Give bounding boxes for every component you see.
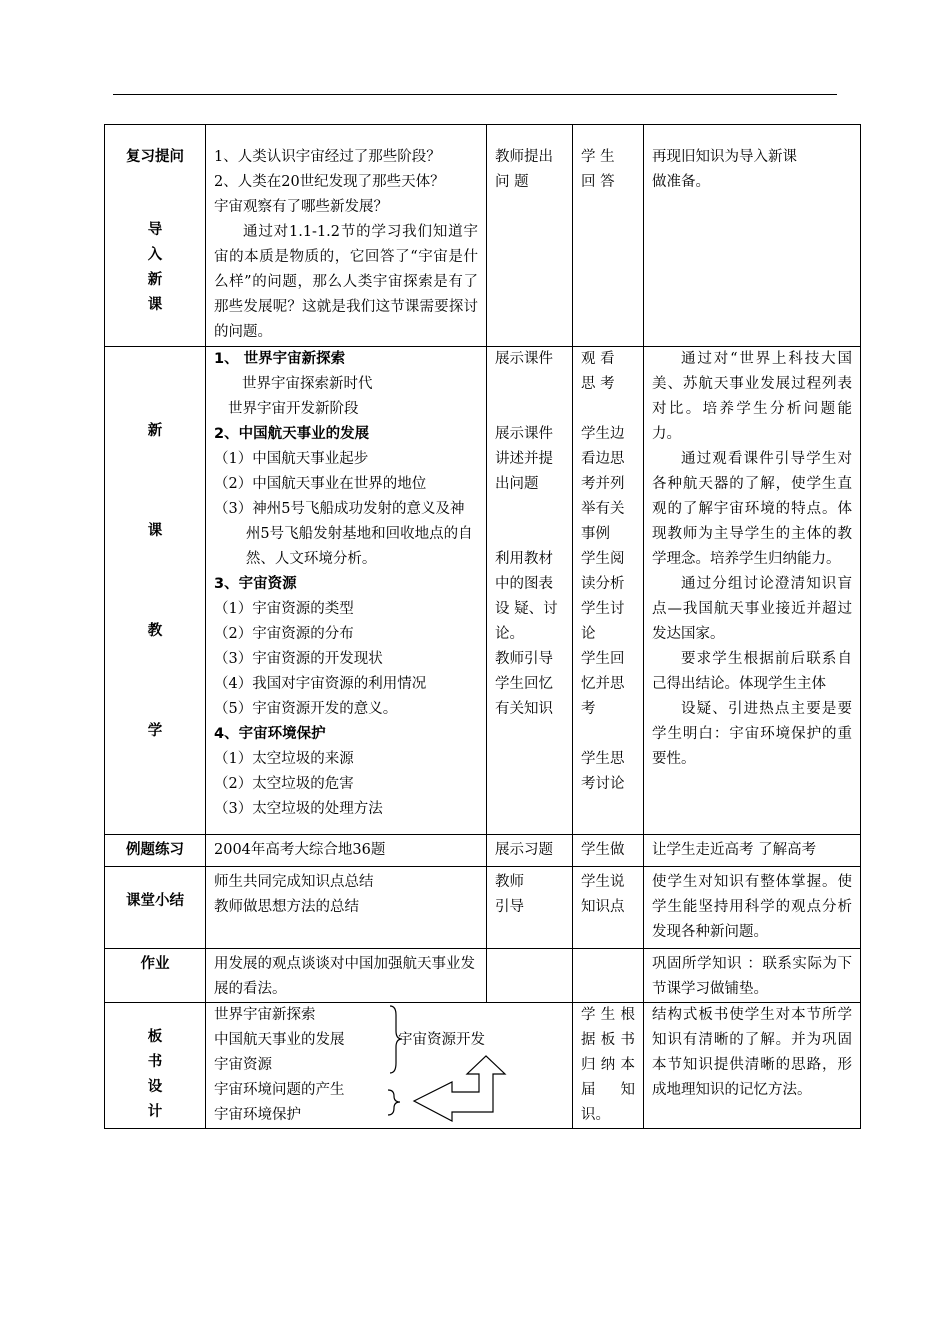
content-cell [206, 867, 487, 949]
content-item: （3）神州5号飞船成功发射的意义及神州5号飞船发射基地和回收地点的自然、人文环境分析。 [214, 501, 473, 567]
student-activity: 观 看 [581, 351, 615, 367]
row-exercise [105, 835, 861, 867]
stage-label: 作业 [105, 949, 206, 1003]
stage-char: 教 [147, 623, 163, 639]
teacher-activity: 问 题 [495, 174, 529, 190]
teacher-activity: 利用教材中的图表设 疑、讨 论。 [495, 551, 558, 642]
content-item: （2）太空垃圾的危害 [214, 776, 354, 792]
content-item: （2）中国航天事业在世界的地位 [214, 476, 427, 492]
stage-char: 新 [147, 423, 163, 439]
content-item: （4）我国对宇宙资源的利用情况 [214, 676, 427, 692]
intent-text: 通过分组讨论澄清知识盲点—我国航天事业接近并超过发达国家。 [652, 576, 852, 642]
board-line: 宇宙环境保护 [214, 1107, 301, 1123]
intent-text: 通过对“世界上科技大国美、苏航天事业发展过程列表对比。培养学生分析问题能力。 [652, 351, 852, 442]
teacher-activity: 教师 [495, 874, 524, 890]
intent-text: 再现旧知识为导入新课 [652, 149, 797, 165]
content-item: （5）宇宙资源开发的意义。 [214, 701, 398, 717]
student-activity: 学生做 [573, 835, 644, 867]
content-text: 2004年高考大综合地36题 [206, 835, 487, 867]
teacher-activity: 教师引导学生回忆有关知识 [495, 651, 553, 717]
stage-char: 板 [147, 1029, 163, 1045]
intent-text: 使学生对知识有整体掌握。使学生能坚持用科学的观点分析发现各种新问题。 [644, 867, 861, 949]
stage-cell [105, 1003, 206, 1129]
row-board-design [105, 1003, 861, 1129]
stage-char: 设 [147, 1079, 163, 1095]
content-item: 世界宇宙开发新阶段 [228, 401, 359, 417]
student-activity: 学生阅读分析 [581, 551, 625, 592]
question-2b: 宇宙观察有了哪些新发展？ [214, 199, 388, 215]
intro-paragraph: 通过对1.1-1.2节的学习我们知道宇宙的本质是物质的，它回答了“宇宙是什么样”的问题，那么人类宇宙探索是有了那些发展呢？这就是我们这节课需要探讨的问题。 [214, 224, 478, 340]
teacher-activity: 展示习题 [487, 835, 573, 867]
board-line: 中国航天事业的发展 [214, 1032, 345, 1048]
stage-char: 课 [147, 523, 163, 539]
content-cell [206, 347, 487, 835]
student-activity [573, 949, 644, 1003]
board-brace-arrow-graphic [214, 1003, 534, 1127]
board-line: 世界宇宙新探索 [214, 1007, 316, 1023]
intent-cell [644, 347, 861, 835]
board-design-cell [206, 1003, 573, 1129]
student-activity: 学生讨论 [581, 601, 625, 642]
intent-text: 通过观看课件引导学生对各种航天器的了解，使学生直观的了解宇宙环境的特点。体现教师为主导学生的主体的教学理念。培养学生归纳能力。 [652, 451, 852, 567]
student-activity: 学生思考讨论 [581, 751, 625, 792]
board-diagram [214, 1003, 564, 1127]
question-2: 2、人类在20世纪发现了那些天体？ [214, 174, 445, 190]
student-activity: 学 生 [581, 149, 615, 165]
teacher-activity: 引导 [495, 899, 524, 915]
section-heading: 1、 世界宇宙新探索 [214, 351, 346, 367]
student-activity: 学生根据板书归纳本届 知识。 [573, 1003, 644, 1129]
content-item: 世界宇宙探索新时代 [242, 376, 373, 392]
row-new-lesson [105, 347, 861, 835]
stage-label: 课堂小结 [105, 867, 206, 949]
small-brace-icon [388, 1090, 400, 1115]
teacher-cell [487, 867, 573, 949]
board-line: 宇宙资源 [214, 1057, 272, 1073]
stage-char: 计 [147, 1104, 163, 1120]
stage-char: 学 [147, 723, 163, 739]
content-item: （2）宇宙资源的分布 [214, 626, 354, 642]
teacher-activity [487, 949, 573, 1003]
content-item: 师生共同完成知识点总结 [214, 874, 374, 890]
content-item: （3）宇宙资源的开发现状 [214, 651, 383, 667]
teacher-cell [487, 125, 573, 347]
row-homework [105, 949, 861, 1003]
stage-char: 新 [147, 272, 163, 288]
stage-char: 书 [147, 1054, 163, 1070]
lesson-plan-table [104, 124, 861, 1129]
intent-text: 设疑、引进热点主要是要学生明白：宇宙环境保护的重要性。 [652, 701, 852, 767]
stage-cell [105, 347, 206, 835]
header-rule [113, 94, 837, 95]
board-line: 宇宙环境问题的产生 [214, 1082, 345, 1098]
student-cell [573, 867, 644, 949]
content-item: （1）太空垃圾的来源 [214, 751, 354, 767]
student-activity: 知识点 [581, 899, 625, 915]
teacher-activity: 展示课件讲述并提出问题 [495, 426, 553, 492]
intent-text: 做准备。 [652, 174, 710, 190]
student-cell [573, 347, 644, 835]
intent-text: 结构式板书使学生对本节所学知识有清晰的了解。并为巩固本节知识提供清晰的思路，形成地理知识的记忆方法。 [644, 1003, 861, 1129]
board-center-label: 宇宙资源开发 [398, 1032, 485, 1048]
row-summary [105, 867, 861, 949]
content-item: 教师做思想方法的总结 [214, 899, 359, 915]
student-activity: 学生回忆并思考 [581, 651, 625, 717]
stage-char: 导 [147, 222, 163, 238]
teacher-cell [487, 347, 573, 835]
student-activity: 思 考 [581, 376, 615, 392]
section-heading: 3、宇宙资源 [214, 576, 297, 592]
stage-char: 入 [147, 247, 163, 263]
intent-text: 要求学生根据前后联系自己得出结论。体现学生主体 [652, 651, 852, 692]
stage-label: 例题练习 [105, 835, 206, 867]
intent-text: 让学生走近高考 了解高考 [644, 835, 861, 867]
right-brace-icon [390, 1006, 402, 1073]
teacher-activity: 展示课件 [495, 351, 553, 367]
content-item: （3）太空垃圾的处理方法 [214, 801, 383, 817]
stage-char: 课 [147, 297, 163, 313]
content-item: （1）宇宙资源的类型 [214, 601, 354, 617]
teacher-activity: 教师提出 [495, 149, 553, 165]
content-text: 用发展的观点谈谈对中国加强航天事业发展的看法。 [206, 949, 487, 1003]
student-cell [573, 125, 644, 347]
question-1: 1、人类认识宇宙经过了那些阶段？ [214, 149, 441, 165]
student-activity: 学生说 [581, 874, 625, 890]
intent-text: 巩固所学知识 ：联系实际为下节课学习做铺垫。 [644, 949, 861, 1003]
student-activity: 学生边看边思考并列举有关事例 [581, 426, 625, 542]
intent-cell [644, 125, 861, 347]
content-cell [206, 125, 487, 347]
stage-label: 复习提问 [126, 149, 184, 165]
row-review-intro [105, 125, 861, 347]
cycle-arrow-icon [414, 1056, 505, 1121]
section-heading: 2、中国航天事业的发展 [214, 426, 370, 442]
section-heading: 4、宇宙环境保护 [214, 726, 326, 742]
stage-cell [105, 125, 206, 347]
student-activity: 回 答 [581, 174, 615, 190]
content-item: （1）中国航天事业起步 [214, 451, 369, 467]
